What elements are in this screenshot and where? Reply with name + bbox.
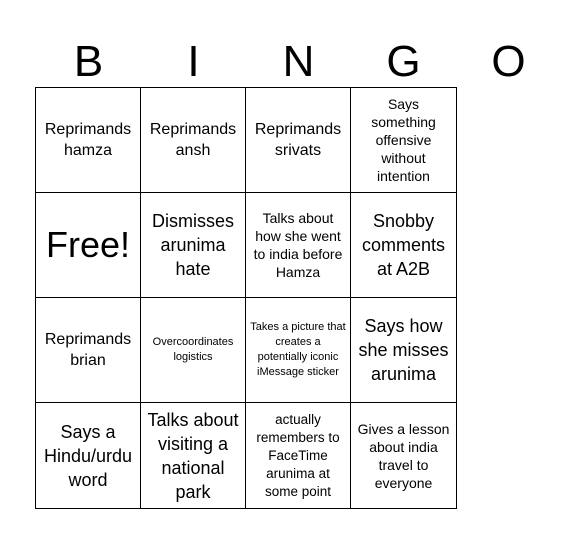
bingo-cell[interactable]: Gives a lesson about india travel to everyone: [357, 420, 450, 491]
bingo-cell[interactable]: Talks about visiting a national park: [141, 403, 246, 508]
header-letter-b: B: [73, 37, 104, 86]
header-letter-n: N: [282, 37, 315, 86]
bingo-card-grid: [35, 87, 457, 509]
bingo-cell[interactable]: Says how she misses arunima: [351, 298, 456, 403]
bingo-cell[interactable]: Says a Hindu/urdu word: [36, 403, 141, 508]
bingo-cell[interactable]: actually remembers to FaceTime arunima at some point: [246, 403, 351, 508]
header-letter-g: G: [386, 37, 421, 86]
bingo-cell[interactable]: Talks about how she went to india before Hamza: [246, 193, 351, 298]
bingo-cell[interactable]: Snobby comments at A2B: [351, 193, 456, 298]
free-space-cell[interactable]: Free!: [36, 193, 141, 298]
bingo-cell[interactable]: Reprimands brian: [36, 298, 141, 403]
bingo-cell[interactable]: Takes a picture that creates a potentially iconic iMessage sticker: [246, 298, 351, 403]
bingo-cell[interactable]: Reprimands ansh: [141, 88, 246, 193]
header-letter-i: I: [187, 37, 200, 86]
bingo-cell[interactable]: Dismisses arunima hate: [141, 193, 246, 298]
header-letter-o: O: [491, 37, 526, 86]
bingo-header: [36, 36, 526, 88]
bingo-cell[interactable]: Overcoordinates logistics: [141, 298, 246, 403]
bingo-cell[interactable]: Reprimands srivats: [246, 88, 351, 193]
bingo-cell[interactable]: Reprimands hamza: [36, 88, 141, 193]
bingo-cell[interactable]: Says something offensive without intention: [351, 88, 456, 193]
